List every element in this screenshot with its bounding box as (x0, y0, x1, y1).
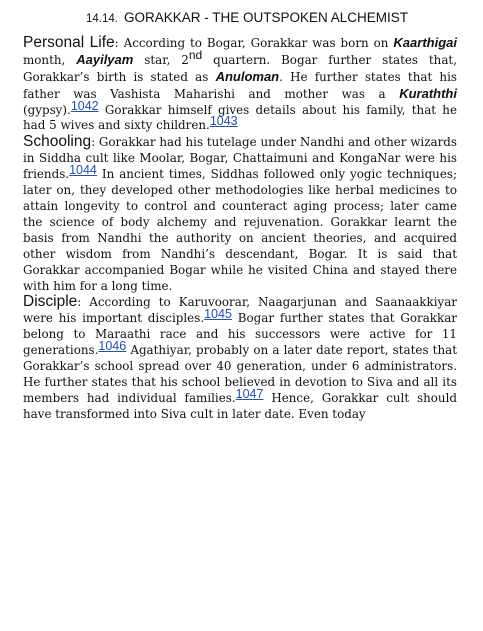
text-run: quartern. Bogar further states that, Gorakkar’s birth is stated as (23, 52, 457, 84)
text-run: star, 2 (133, 52, 189, 67)
section-heading (23, 10, 457, 28)
italic-term: Kaarthigai (393, 34, 457, 50)
lead-disciple: Disciple (23, 293, 78, 311)
ordinal-superscript: nd (188, 47, 203, 62)
paragraph-disciple (23, 294, 457, 422)
section-title: GORAKKAR - THE OUTSPOKEN ALCHEMIST (123, 10, 409, 25)
footnote-link-1044[interactable]: 1044 (69, 163, 97, 178)
footnote-link-1047[interactable]: 1047 (235, 386, 264, 401)
text-run: Hence, Gorakkar cult should have transformed into Siva cult in later date. Even today (23, 390, 457, 421)
text-run: In ancient times, Siddhas followed only yogic techniques; later on, they developed other methodologies like herbal medicines to attain longevity to control and counteract aging process; later came the science of body alchemy and rejuvenation. Gorakkar learnt the basis from Nandhi the authority on ancient theories, and acquired other wisdom from Nandhi’s descendant, Bogar. It is said that Gorakkar accompanied Bogar while he visited China and stayed there with him for a long time. (23, 167, 457, 293)
text-run: : According to Bogar, Gorakkar was born on (114, 35, 394, 50)
lead-personal-life: Personal Life (23, 33, 115, 51)
text-run: Gorakkar himself gives details about his family, that he had 5 wives and sixty children. (23, 102, 457, 133)
text-run: Agathiyar, probably on a later date report, states that Gorakkar’s school spread over 40 generation, under 6 administrators. He further states that his school believed in devotion to Siva and all its members had individual families. (23, 343, 457, 405)
footnote-link-1046[interactable]: 1046 (98, 339, 127, 354)
text-run: month, (23, 52, 77, 67)
paragraph-schooling (23, 134, 457, 294)
paragraph-personal-life (23, 35, 457, 134)
footnote-link-1042[interactable]: 1042 (70, 98, 99, 113)
footnote-link-1043[interactable]: 1043 (209, 114, 238, 129)
text-run: Bogar further states that Gorakkar belong to Maraathi race and his successors were active for 11 generations. (23, 311, 457, 358)
lead-schooling: Schooling (23, 133, 92, 151)
italic-term: Anuloman (215, 68, 280, 84)
text-run: : Gorakkar had his tutelage under Nandhi and other wizards in Siddha cult like Moolar, Bogar, Chattaimuni and KongaNar were his friends. (23, 135, 457, 182)
section-number: 14.14. (85, 13, 118, 25)
italic-term: Kuraththi (399, 85, 457, 101)
footnote-link-1045[interactable]: 1045 (204, 307, 232, 322)
text-run: : According to Karuvoorar, Naagarjunan and Saanaakkiyar were his important disciples. (23, 295, 457, 326)
text-run: . He further states that his father was Vashista Maharishi and mother was a (23, 69, 457, 101)
document-page (23, 10, 457, 423)
italic-term: Aayilyam (76, 51, 134, 67)
text-run: (gypsy). (23, 102, 71, 117)
